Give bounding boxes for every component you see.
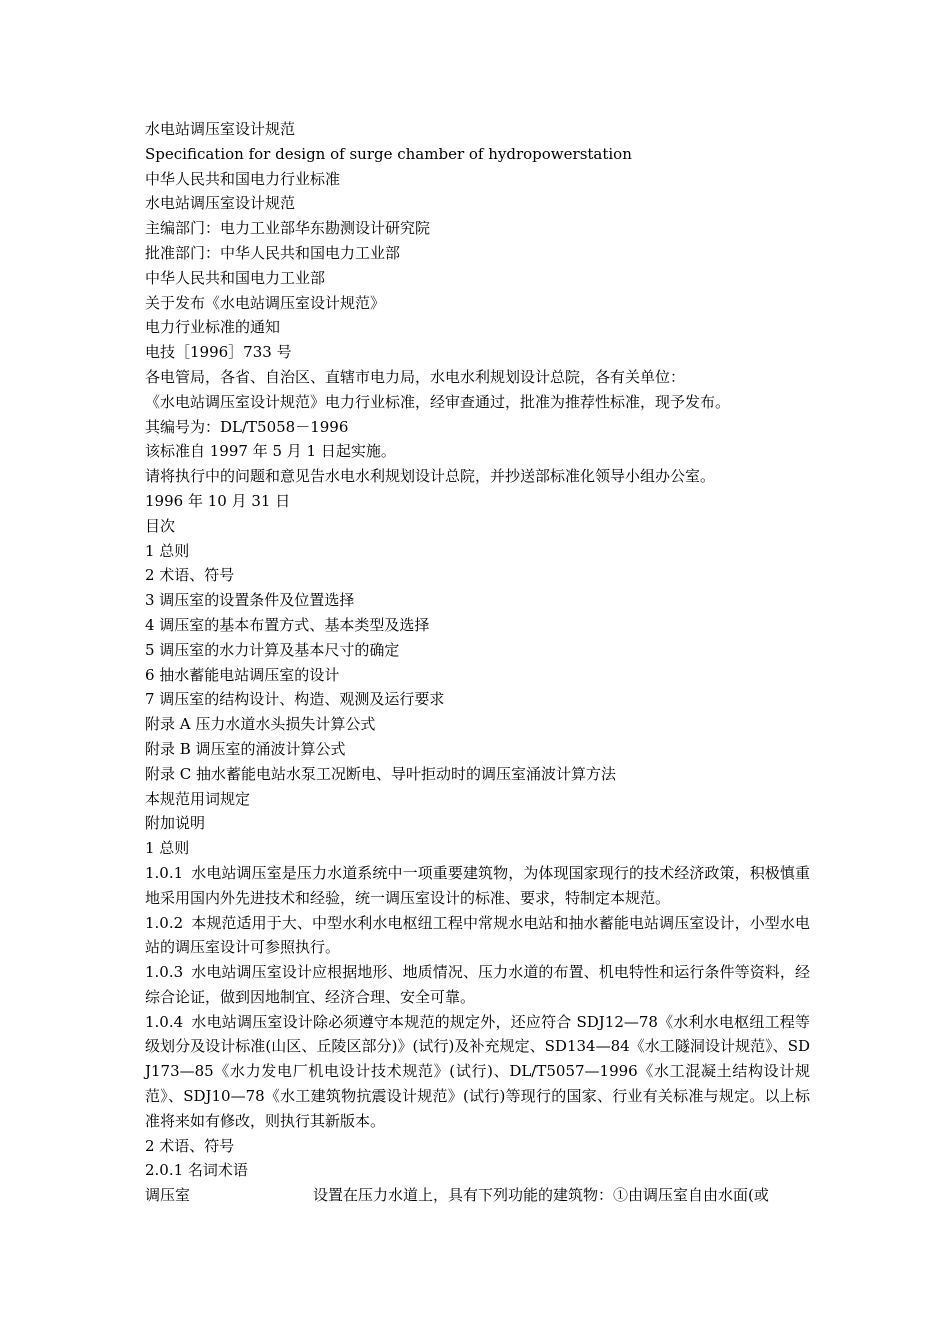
notice-body-approval: 《水电站调压室设计规范》电力行业标准，经审查通过，批准为推荐性标准，现予发布。 [145,392,731,411]
term-entry [145,1183,810,1208]
notice-body-number: 其编号为：DL/T5058－1996 [145,417,349,436]
chapter1-heading: 1 总则 [145,839,190,858]
notice-body-effective-date: 该标准自 1997 年 5 月 1 日起实施。 [145,442,396,461]
document-title-cn-repeat: 水电站调压室设计规范 [145,194,296,213]
notice-title-line1: 关于发布《水电站调压室设计规范》 [145,293,386,312]
notice-date: 1996 年 10 月 31 日 [145,491,291,510]
approval-department: 批准部门：中华人民共和国电力工业部 [145,243,401,262]
toc-item: 7 调压室的结构设计、构造、观测及运行要求 [145,690,445,709]
clause-1-0-4 [145,1010,810,1134]
clause-1-0-1 [145,861,810,911]
toc-item: 1 总则 [145,541,190,560]
clause-text: 本规范适用于大、中型水利水电枢纽工程中常规水电站和抽水蓄能电站调压室设计，小型水电站的调压室设计可参照执行。 [145,913,810,957]
notice-body-feedback: 请将执行中的问题和意见告水电水利规划设计总院，并抄送部标准化领导小组办公室。 [145,467,716,486]
document-title-en: Specification for design of surge chamber of hydropowerstation [145,144,632,163]
section-heading: 2.0.1 名词术语 [145,1161,248,1180]
toc-item: 2 术语、符号 [145,566,235,585]
document-title-cn: 水电站调压室设计规范 [145,120,296,138]
clause-1-0-2 [145,911,810,961]
term-definition: 设置在压力水道上，具有下列功能的建筑物：①由调压室自由水面(或 [313,1186,769,1205]
clause-text: 水电站调压室设计除必须遵守本规范的规定外，还应符合 SDJ12—78《水利水电枢纽工程等级划分及设计标准(山区、丘陵区部分)》(试行)及补充规定、SD134—84《水工隧洞设计规范》、SDJ173—85《水力发电厂机电设计技术规范》(试行)、DL/T5057—1996《水工混凝土结构设计规范》、SDJ10—78《水工建筑物抗震设计规范》(试行)等现行的国家、行业有关标准与规定。以上标准将来如有修改，则执行其新版本。 [145,1012,810,1130]
toc-item: 5 调压室的水力计算及基本尺寸的确定 [145,640,400,659]
notice-title-line2: 电力行业标准的通知 [145,318,281,337]
clause-number: 1.0.2 [145,913,184,932]
notice-addressees: 各电管局，各省、自治区、直辖市电力局，水电水利规划设计总院，各有关单位： [145,367,686,386]
toc-item: 附录 C 抽水蓄能电站水泵工况断电、导叶拒动时的调压室涌波计算方法 [145,764,617,783]
clause-text: 水电站调压室设计应根据地形、地质情况、压力水道的布置、机电特性和运行条件等资料，经综合论证，做到因地制宜、经济合理、安全可靠。 [145,963,810,1006]
toc-item: 3 调压室的设置条件及位置选择 [145,591,355,610]
toc-item: 附录 B 调压室的涌波计算公式 [145,739,346,758]
term-name: 调压室 [145,1186,191,1205]
clause-text: 水电站调压室是压力水道系统中一项重要建筑物，为体现国家现行的技术经济政策，积极慎重地采用国内外先进技术和经验，统一调压室设计的标准、要求，特制定本规范。 [145,863,810,907]
toc-item: 附加说明 [145,814,206,833]
clause-number: 1.0.3 [145,963,184,982]
notice-issuer: 中华人民共和国电力工业部 [145,268,326,287]
toc-heading: 目次 [145,516,176,535]
standard-category: 中华人民共和国电力行业标准 [145,169,341,188]
chapter2-heading: 2 术语、符号 [145,1136,235,1155]
toc-item: 附录 A 压力水道水头损失计算公式 [145,715,376,734]
toc-item: 本规范用词规定 [145,789,251,808]
clause-number: 1.0.1 [145,863,184,882]
toc-item: 6 抽水蓄能电站调压室的设计 [145,665,340,684]
notice-doc-number: 电技［1996］733 号 [145,343,292,362]
clause-number: 1.0.4 [145,1012,184,1031]
editor-department: 主编部门：电力工业部华东勘测设计研究院 [145,219,431,238]
clause-1-0-3 [145,960,810,1010]
document-page [145,117,810,1208]
toc-item: 4 调压室的基本布置方式、基本类型及选择 [145,615,430,634]
